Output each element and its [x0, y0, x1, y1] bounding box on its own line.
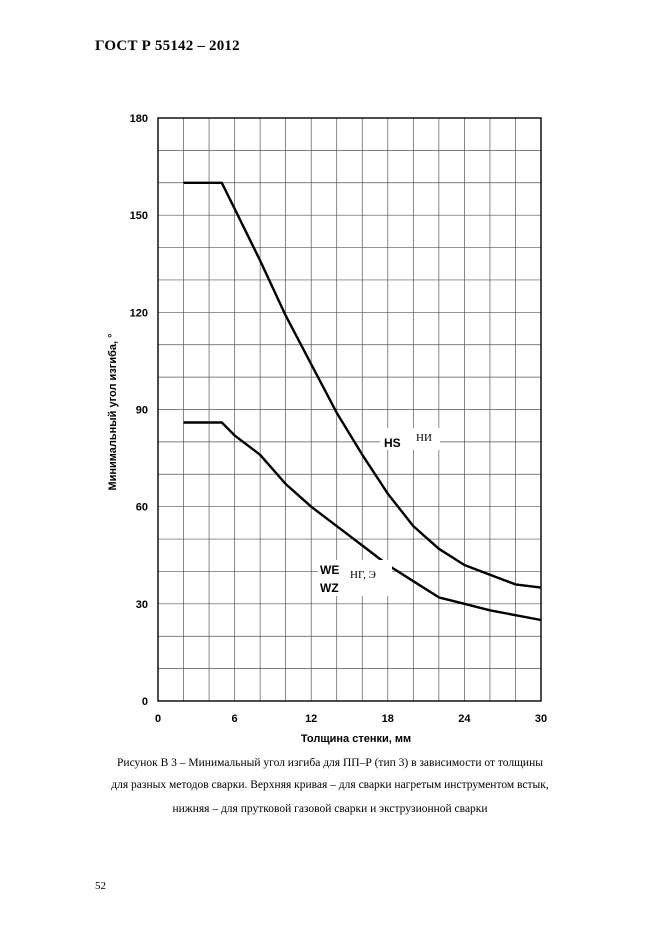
x-tick-label: 24	[458, 713, 471, 725]
y-tick-label: 0	[141, 696, 148, 708]
x-tick-labels	[155, 713, 547, 725]
y-tick-label: 90	[135, 404, 148, 417]
series-wz-code-label: WZ	[320, 581, 339, 595]
series-we-code-label: WE	[320, 563, 340, 577]
figure-caption-line-1: Рисунок В 3 – Минимальный угол изгиба для ПП–Р (тип 3) в зависимости от толщины	[117, 757, 543, 769]
y-tick-label: 120	[129, 307, 148, 320]
series-hs-code-label: HS	[384, 436, 401, 450]
x-tick-label: 30	[534, 713, 548, 725]
x-tick-label: 0	[154, 713, 162, 725]
series-hs-ru-label: НИ	[416, 432, 432, 444]
y-tick-label: 60	[135, 501, 148, 514]
y-tick-label: 150	[129, 210, 148, 223]
x-tick-label: 12	[305, 713, 318, 725]
x-axis-label: Толщина стенки, мм	[300, 733, 412, 745]
chart-grid	[158, 118, 541, 701]
figure-caption-line-2: для разных методов сварки. Верхняя кривая – для сварки нагретым инструментом встык,	[111, 779, 549, 791]
series-we-ru-label: НГ, Э	[350, 569, 376, 581]
page-number: 52	[95, 880, 106, 892]
y-tick-label: 180	[129, 113, 148, 125]
x-tick-label: 18	[381, 713, 394, 725]
y-tick-labels	[130, 113, 148, 708]
y-axis-label: Минимальный угол изгиба, °	[107, 333, 119, 491]
document-header: ГОСТ Р 55142 – 2012	[95, 38, 240, 54]
y-tick-label: 30	[135, 598, 148, 611]
figure-caption-line-3: нижняя – для прутковой газовой сварки и экструзионной сварки	[172, 803, 488, 815]
x-tick-label: 6	[231, 713, 238, 725]
